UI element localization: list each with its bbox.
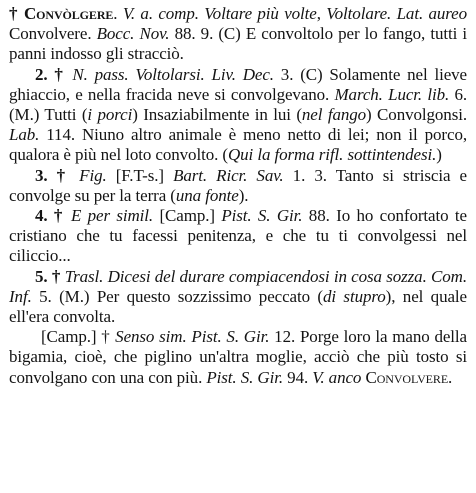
headword: Convòlgere: [24, 4, 114, 23]
citation-source: March. Lucr. lib.: [334, 84, 450, 104]
definition-2: 2. † N. pass. Voltolarsi. Liv. Dec. 3. (C) Solamente nel lieve ghiaccio, e nella fracida neve si convolgevano. March. Lucr. lib. 6. (M.) Tutti (i porci) Insaziabilmente in lui (nel fango) Convolgonsi. Lab. 114. Niuno altro animale è meno netto di lei; non il porco, qualora è più nel loto convolto. (Qui la forma rifl. sottintendesi.): [9, 64, 468, 165]
citation-source: Bocc. Nov.: [96, 24, 170, 44]
grammar-label: V. a. comp. Voltare più volte: [122, 4, 317, 23]
definition-1: † Convòlgere. V. a. comp. Voltare più volte, Voltolare. Lat. aureo Convolvere. Bocc. Nov. 88. 9. (C) E convoltolo per lo fango, tutti i panni indosso gli stracciò.: [9, 4, 467, 64]
cross-reference: Convolvere: [365, 367, 449, 387]
citation-source: Pist. S. Gir.: [206, 367, 284, 387]
definition-3: 3. † Fig. [F.T-s.] Bart. Ricr. Sav. 1. 3. Tanto si striscia e convolge su per la terra (una fonte).: [9, 165, 467, 205]
citation-source: Lab.: [9, 125, 40, 145]
sense-number: 4. †: [35, 206, 71, 226]
definition-4: 4. † E per simil. [Camp.] Pist. S. Gir. 88. Io ho confortato te cristiano che tu facessi penitenza, e che tu ti convolgessi nel ciliccio...: [9, 206, 467, 266]
citation-source: Bart. Ricr. Sav.: [173, 165, 284, 185]
definition-6: [Camp.] † Senso sim. Pist. S. Gir. 12. Porge loro la mano della bigamia, cioè, che piglino un'altra moglie, acciò che più tosto si convolgano con una con più. Pist. S. Gir. 94. V. anco Convolvere.: [9, 327, 467, 387]
definition-5: 5. † Trasl. Dicesi del durare compiacendosi in cosa sozza. Com. Inf. 5. (M.) Per questo sozzissimo peccato (di stupro), nel quale ell'era convolta.: [9, 266, 467, 327]
sense-number: 3. †: [35, 165, 80, 185]
sense-number: 5. †: [35, 266, 65, 286]
sense-number: 2. †: [35, 64, 73, 84]
citation-source: Pist. S. Gir.: [221, 206, 303, 226]
dictionary-entry: [9, 4, 467, 388]
synonym-latin: Voltolare. Lat. aureo: [326, 4, 467, 23]
dagger-mark: †: [9, 4, 19, 23]
editorial-note: Qui la forma rifl. sottintendesi.: [227, 145, 437, 165]
